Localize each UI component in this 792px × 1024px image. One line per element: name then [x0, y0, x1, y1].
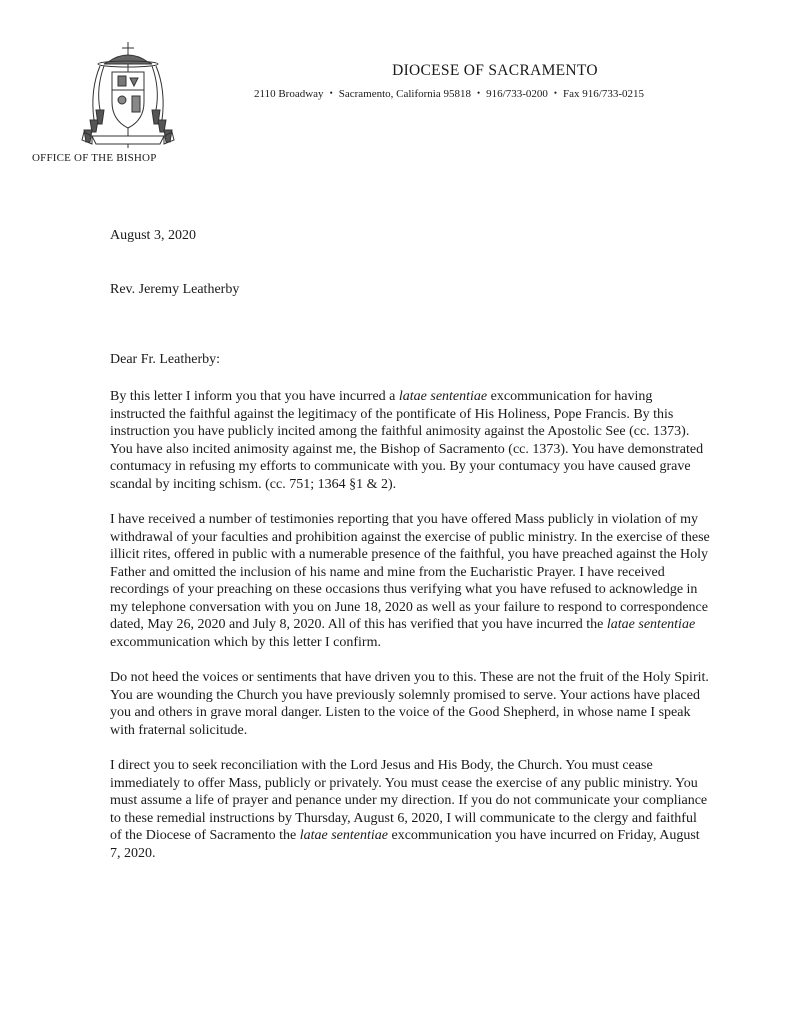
paragraph-text: Do not heed the voices or sentiments that have driven you to this. These are not the fruit of the Holy Spirit. You are wounding the Church you have previously solemnly promised to serve. Your actions have placed you and others in grave moral danger. Listen to the voice of the Good Shepherd, in whose name I speak with fraternal solicitude. [110, 670, 709, 738]
separator-dot: • [329, 88, 333, 98]
letter-paragraph [110, 388, 710, 493]
address-street: 2110 Broadway [254, 88, 324, 100]
letter-date: August 3, 2020 [110, 228, 196, 243]
latin-term: latae sententiae [299, 828, 388, 843]
separator-dot: • [477, 88, 481, 98]
paragraph-text: I have received a number of testimonies reporting that you have offered Mass publicly in violation of my withdrawal of your faculties and prohibition against the exercise of public ministry. In the exercise of these illicit rites, offered in public with a numerable presence of the faithful, you have preached against the Holy Father and omitted the inclusion of his name and mine from the Eucharistic Prayer. I have received recordings of your preaching on these occasions thus verifying what you have refused to acknowledge in my telephone conversation with you on June 18, 2020 as well as your failure to respond to correspondence dated, May 26, 2020 and July 8, 2020. All of this has verified that you have incurred the [110, 512, 710, 632]
letter-paragraph [110, 757, 710, 862]
episcopal-coat-of-arms-icon [78, 40, 178, 152]
separator-dot: • [553, 88, 558, 98]
paragraph-text: excommunication which by this letter I confirm. [110, 634, 381, 650]
letter-recipient: Rev. Jeremy Leatherby [110, 282, 240, 297]
paragraph-text: By this letter I inform you that you have incurred a [110, 389, 399, 404]
paragraph-text: excommunication for having instructed the faithful against the legitimacy of the pontificate of His Holiness, Pope Francis. By this instruction you have publicly incited among the faithful animosity against the Apostolic See (cc. 1373). You have also incited animosity against me, the Bishop of Sacramento (cc. 1373). You have demonstrated contumacy in refusing my efforts to communicate with you. By your contumacy you have caused grave scandal by inciting schism. (cc. 751; 1364 §1 & 2). [110, 389, 704, 492]
address-city: Sacramento, California 95818 [338, 88, 471, 100]
diocese-name: DIOCESE OF SACRAMENTO [392, 62, 598, 79]
letter-paragraph [110, 511, 710, 651]
paragraph-text: I direct you to seek reconciliation with the Lord Jesus and His Body, the Church. You must cease immediately to offer Mass, publicly or privately. You must cease the exercise of any public ministry. You must assume a life of prayer and penance under my direction. If you do not communicate your compliance to these remedial instructions by Thursday, August 6, 2020, I will communicate to the clergy and faithful of the Diocese of Sacramento the [110, 758, 708, 843]
paragraph-text: excommunication you have incurred on Friday, August 7, 2020. [110, 828, 700, 861]
fax-number: Fax 916/733-0215 [563, 88, 645, 100]
office-of-the-bishop: OFFICE OF THE BISHOP [32, 152, 157, 164]
letterhead-address [254, 88, 734, 100]
latin-term: latae sententiae [398, 389, 488, 404]
letter-paragraph [110, 669, 710, 739]
latin-term: latae sententiae [606, 617, 696, 632]
letter-salutation: Dear Fr. Leatherby: [110, 352, 221, 367]
letter-body [110, 388, 710, 880]
phone-number: 916/733-0200 [486, 88, 548, 100]
